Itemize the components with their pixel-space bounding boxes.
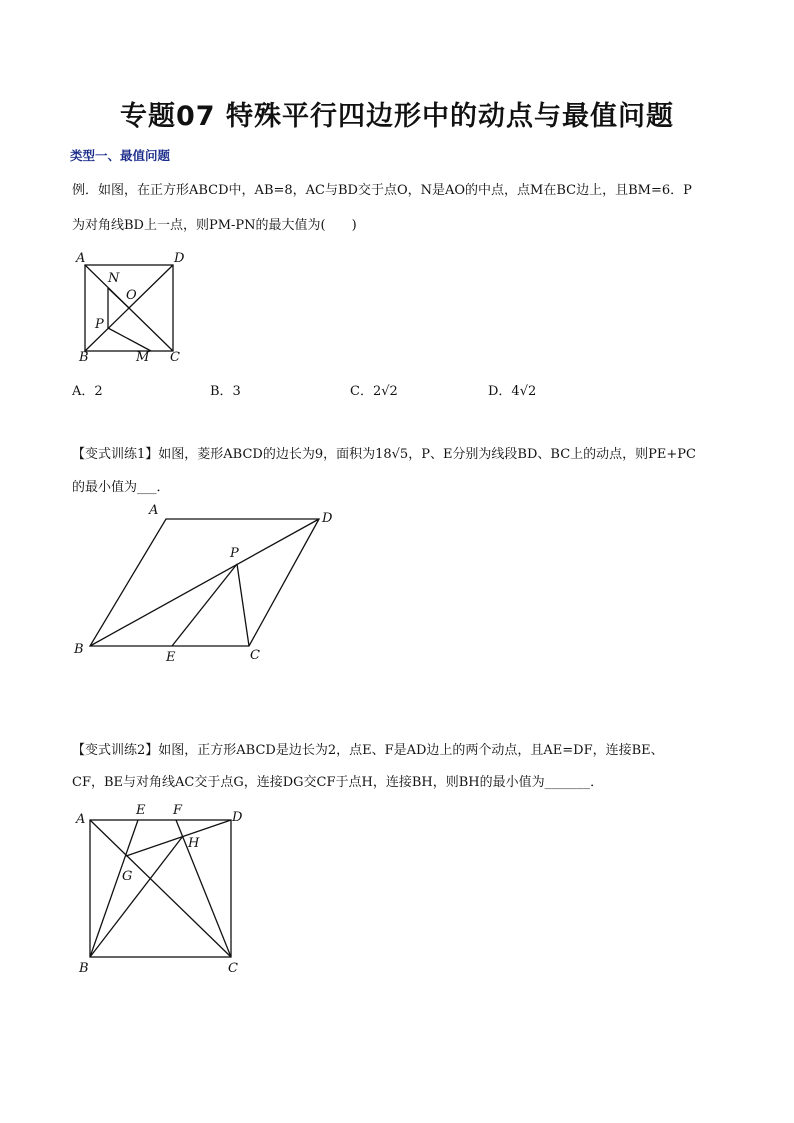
- label-h: H: [188, 836, 200, 851]
- example-text-line1: 例．如图，在正方形ABCD中，AB=8，AC与BD交于点O，N是AO的中点，点M在BC边上，且BM=6．P: [72, 183, 692, 198]
- section-heading: 类型一、最值问题: [70, 148, 171, 163]
- option-a: A．2: [72, 384, 103, 399]
- segment-pe: [172, 564, 237, 646]
- example-text-line2: 为对角线BD上一点，则PM-PN的最大值为( ): [72, 218, 357, 233]
- segment-be: [90, 820, 138, 957]
- diagonal-ac: [90, 820, 231, 957]
- label-c: C: [170, 350, 180, 365]
- label-c: C: [228, 961, 238, 976]
- option-c: C．2√2: [350, 384, 398, 399]
- label-b: B: [74, 642, 84, 657]
- label-a: A: [76, 251, 86, 266]
- label-n: N: [108, 271, 120, 286]
- label-a: A: [149, 503, 159, 518]
- label-g: G: [122, 869, 133, 884]
- variant1-text-line1: 【变式训练1】如图，菱形ABCD的边长为9，面积为18√5，P、E分别为线段BD、BC上的动点，则PE+PC: [72, 447, 696, 462]
- variant1-figure: [70, 498, 350, 668]
- segment-pc: [237, 564, 249, 646]
- label-p: P: [230, 546, 239, 561]
- segment-pm: [108, 328, 151, 351]
- label-b: B: [79, 350, 89, 365]
- label-f: F: [173, 803, 183, 818]
- segment-cf: [176, 820, 231, 957]
- label-p: P: [95, 317, 104, 332]
- option-b: B．3: [210, 384, 241, 399]
- label-e: E: [166, 650, 176, 665]
- label-b: B: [79, 961, 89, 976]
- variant2-text-line1: 【变式训练2】如图，正方形ABCD是边长为2，点E、F是AD边上的两个动点，且AE=DF，连接BE、: [72, 743, 664, 758]
- label-c: C: [250, 648, 260, 663]
- option-d: D．4√2: [488, 384, 537, 399]
- label-d: D: [174, 251, 185, 266]
- label-o: O: [126, 288, 137, 303]
- variant2-figure: [70, 798, 260, 980]
- example-figure: [70, 248, 200, 368]
- page-title: 专题07 特殊平行四边形中的动点与最值问题: [120, 101, 674, 132]
- label-a: A: [76, 812, 86, 827]
- label-d: D: [232, 810, 243, 825]
- variant2-text-line2: CF，BE与对角线AC交于点G，连接DG交CF于点H，连接BH，则BH的最小值为_______．: [72, 775, 604, 790]
- variant1-text-line2: 的最小值为___．: [72, 480, 170, 495]
- label-d: D: [322, 511, 333, 526]
- label-e: E: [136, 803, 146, 818]
- label-m: M: [136, 350, 150, 365]
